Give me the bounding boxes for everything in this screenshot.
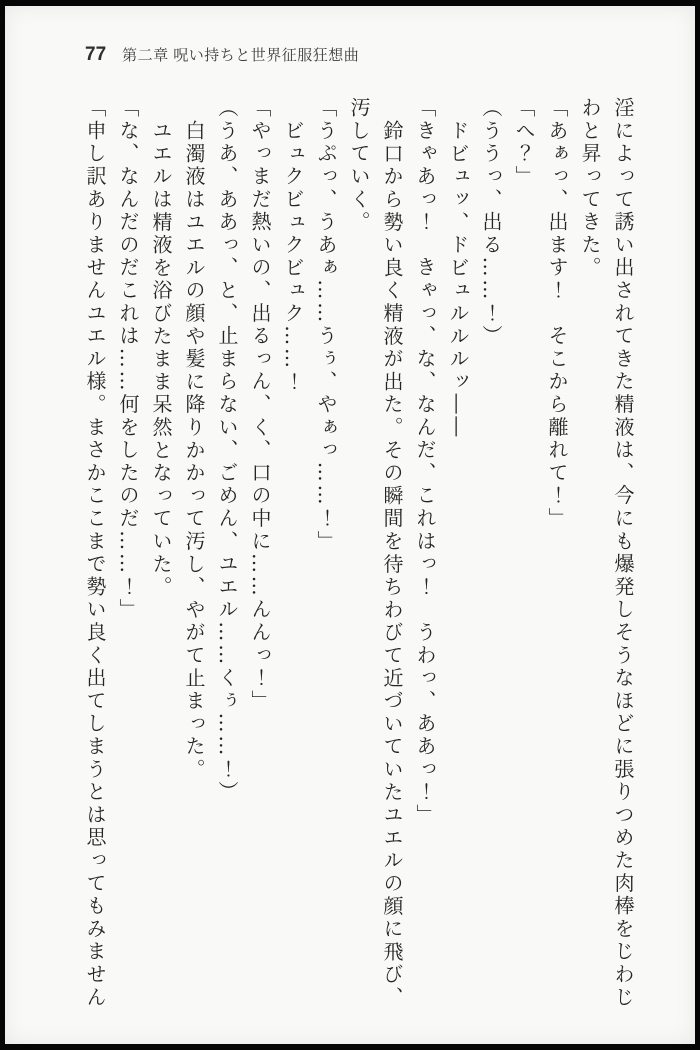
novel-text-body xyxy=(78,97,639,1013)
paragraph-1: 淫によって誘い出されてきた精液は、今にも爆発しそうなほどに張りつめた肉棒をじわじわと昇ってきた。 xyxy=(578,97,635,1009)
paragraph-8: 「うぷっ、うあぁ……うぅ、やぁっ……！」 xyxy=(314,97,338,553)
paragraph-4: （ううっ、出る……！） xyxy=(479,97,503,348)
paragraph-11: （うあ、ああっ、と、止まらない、ごめん、ユエル……くぅ……！） xyxy=(215,97,239,804)
paragraph-10: 「やっまだ熱いの、出るっん、く、口の中に……んんっ！」 xyxy=(248,97,272,713)
paragraph-5: ドビュッ、ドビュルルルッ―― xyxy=(446,120,470,440)
paragraph-14: 「な、なんだのだこれは……何をしたのだ……！」 xyxy=(116,97,140,622)
paragraph-13: ユエルは精液を浴びたまま呆然となっていた。 xyxy=(149,120,173,599)
running-head xyxy=(85,44,359,66)
page-number: 77 xyxy=(85,44,107,65)
chapter-title: 第二章 呪い持ちと世界征服狂想曲 xyxy=(122,47,360,64)
paragraph-2: 「あぁっ、出ます！ そこから離れて！」 xyxy=(545,97,569,531)
paragraph-6: 「きゃあっ！ きゃっ、な、なんだ、これはっ！ うわっ、ああっ！」 xyxy=(413,97,437,827)
paragraph-12: 白濁液はユエルの顔や髪に降りかかって汚し、やがて止まった。 xyxy=(182,120,206,782)
paragraph-15: 「申し訳ありませんユエル様。まさかここまで勢い良く出てしまうとは思ってもみません xyxy=(83,97,107,1009)
paragraph-3: 「へ？」 xyxy=(512,97,536,189)
paragraph-7: 鈴口から勢い良く精液が出た。その瞬間を待ちわびて近づいていたユエルの顔に飛び、汚していく。 xyxy=(347,97,404,1010)
paragraph-9: ビュクビュクビュク……！ xyxy=(281,120,305,394)
